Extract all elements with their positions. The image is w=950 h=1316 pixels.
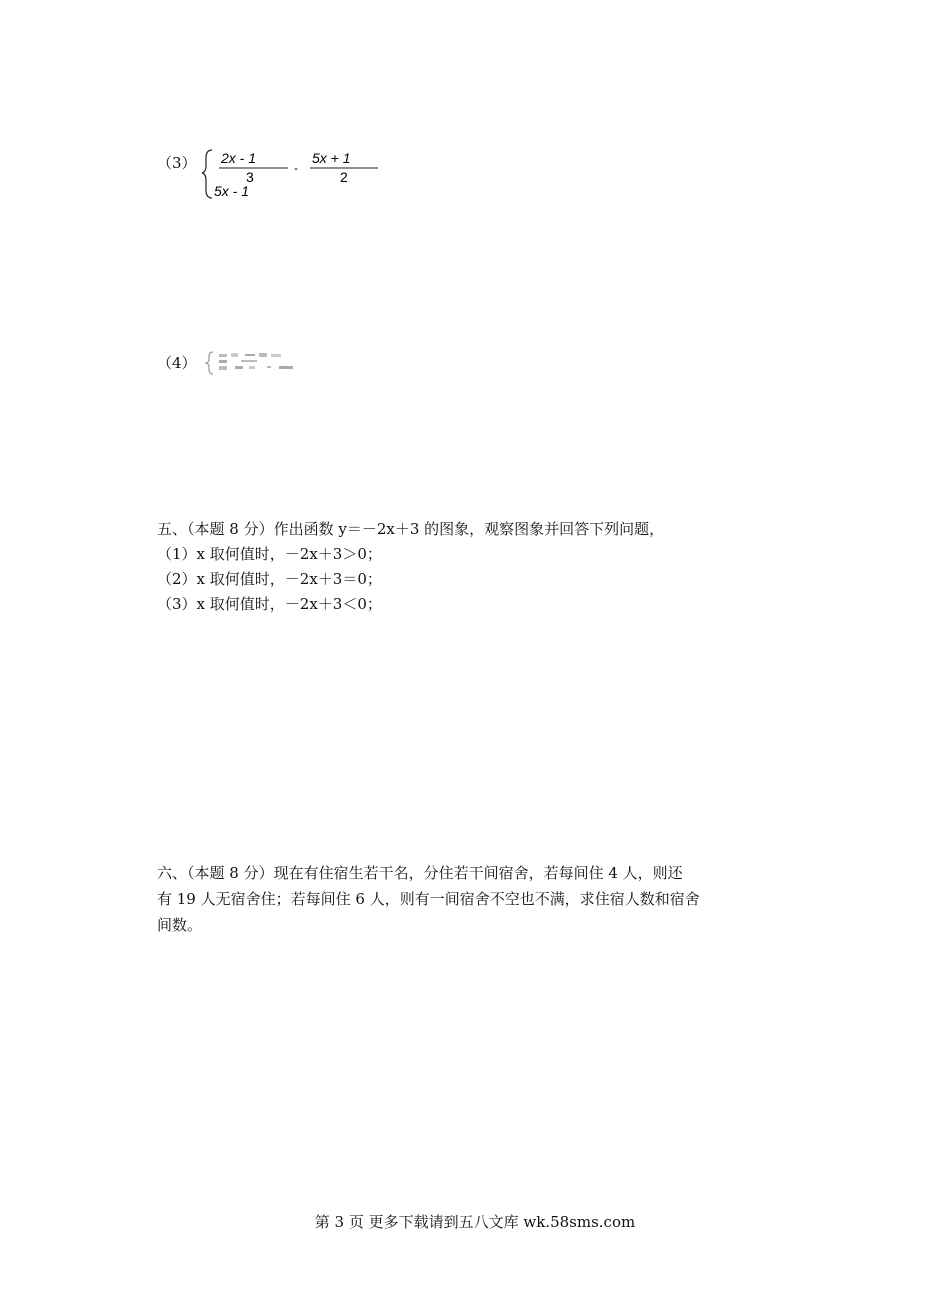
section-5-question-2: （2）x 取何值时，－2x＋3＝0； xyxy=(157,570,382,588)
page-footer: 第 3 页 更多下载请到五八文库 wk.58sms.com xyxy=(314,1213,636,1231)
section-5-heading: 五、（本题 8 分）作出函数 y＝－2x＋3 的图象，观察图象并回答下列问题， xyxy=(157,520,665,538)
eq2-expression: 5x - 1 xyxy=(214,183,250,199)
section-6-line-1: 六、（本题 8 分）现在有住宿生若干名，分住若干间宿舍，若每间住 4 人，则还 xyxy=(157,864,683,882)
brace-icon xyxy=(202,150,212,198)
eq1-numerator-left: 2x - 1 xyxy=(221,150,257,166)
section-6-line-2: 有 19 人无宿舍住；若每间住 6 人，则有一间宿舍不空也不满，求住宿人数和宿舍 xyxy=(157,890,700,908)
eq1-numerator-right: 5x + 1 xyxy=(312,150,351,166)
eq1-denominator-right: 2 xyxy=(340,169,348,185)
eq1-operator: - xyxy=(294,161,298,175)
problem-3-label: （3） xyxy=(157,154,197,172)
problem-4-blurred-formula xyxy=(205,348,315,378)
problem-4-label: （4） xyxy=(157,354,197,372)
section-6-line-3: 间数。 xyxy=(157,916,203,934)
section-5-question-1: （1）x 取何值时，－2x＋3＞0； xyxy=(157,545,382,563)
section-5-question-3: （3）x 取何值时，－2x＋3＜0； xyxy=(157,595,382,613)
problem-3-system xyxy=(200,142,400,204)
eq1-denominator-left: 3 xyxy=(246,169,254,185)
